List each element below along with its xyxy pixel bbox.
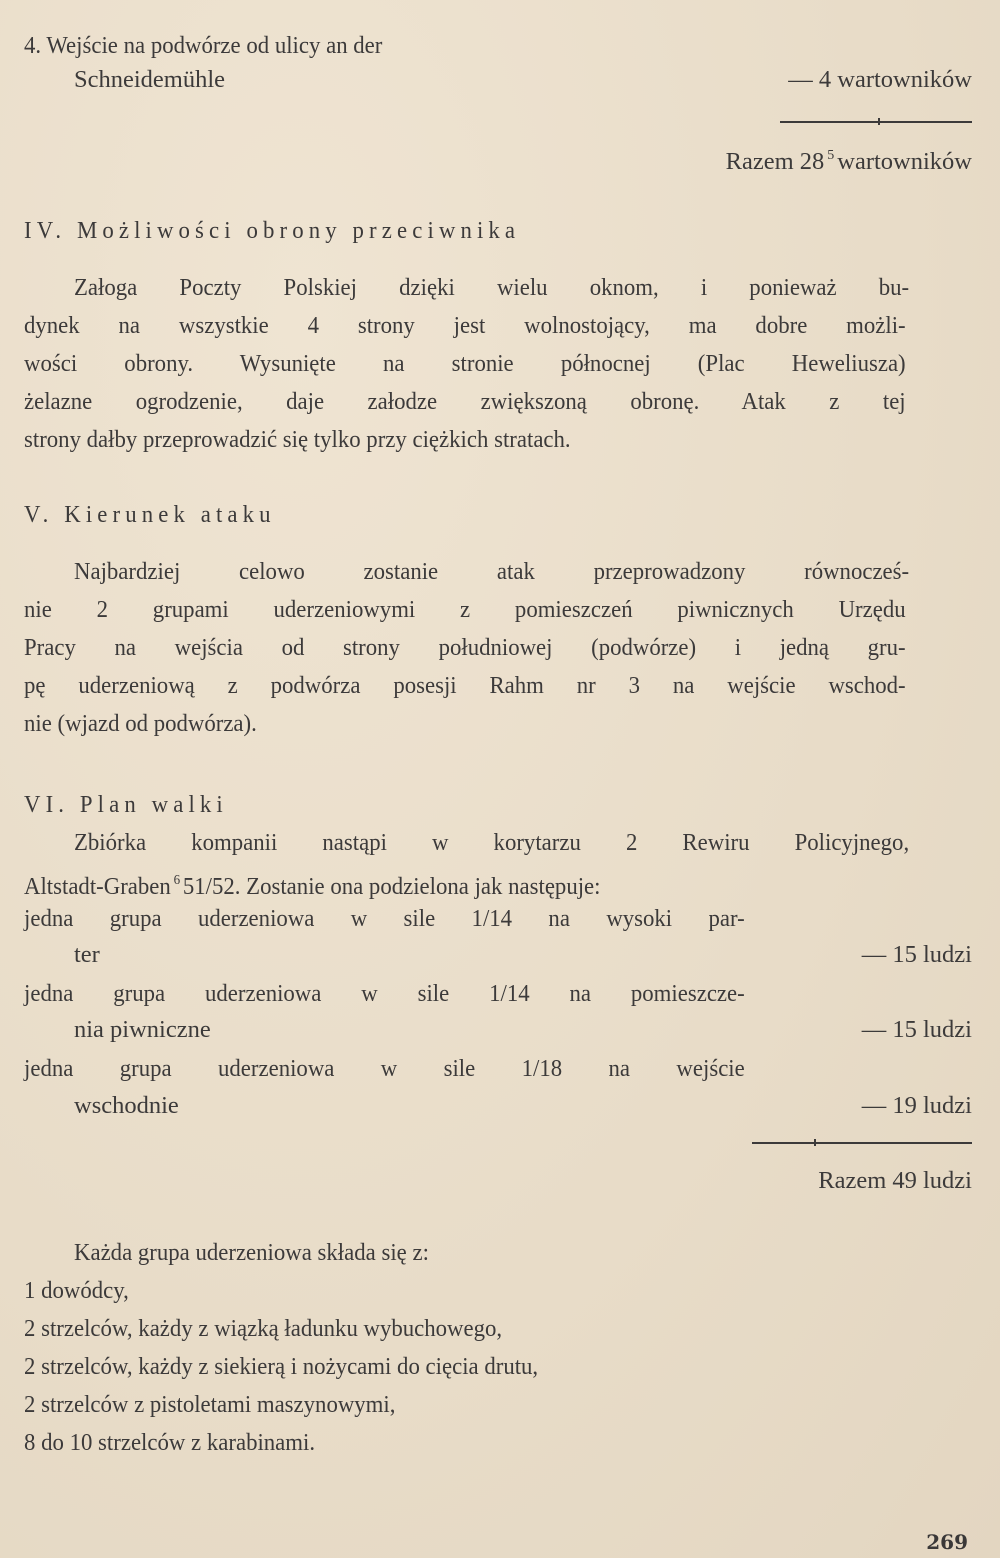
page-number: 269	[926, 1530, 968, 1554]
group1-line1: jedna grupa uderzeniowa w sile 1/14 na wysoki par-	[24, 905, 745, 932]
group-total-text: Razem 49 ludzi	[818, 1167, 972, 1194]
group2-target: nia piwniczne	[74, 1016, 211, 1043]
total-suffix: wartowników	[837, 148, 972, 175]
item4-count: — 4 wartowników	[788, 66, 972, 93]
section4-line: żelazne ogrodzenie, daje załodze zwiększoną obronę. Atak z tej	[24, 388, 906, 415]
composition-item: 2 strzelców, każdy z wiązką ładunku wybuchowego,	[24, 1315, 503, 1342]
footnote-ref: 5	[827, 148, 835, 163]
section5-heading: V. Kierunek ataku	[24, 501, 276, 528]
section5-line: nie (wjazd od podwórza).	[24, 710, 257, 737]
sum-rule-tick	[878, 118, 880, 125]
group2-line1: jedna grupa uderzeniowa w sile 1/14 na pomieszcze-	[24, 980, 745, 1007]
section4-line: wości obrony. Wysunięte na stronie północnej (Plac Heweliusza)	[24, 350, 906, 377]
composition-intro: Każda grupa uderzeniowa składa się z:	[74, 1239, 429, 1266]
section5-line: nie 2 grupami uderzeniowymi z pomieszczeń piwnicznych Urzędu	[24, 596, 906, 623]
group3-line1: jedna grupa uderzeniowa w sile 1/18 na wejście	[24, 1055, 745, 1082]
section4-line: strony dałby przeprowadzić się tylko przy ciężkich stratach.	[24, 426, 571, 453]
section6-heading: VI. Plan walki	[24, 791, 228, 818]
composition-item: 8 do 10 strzelców z karabinami.	[24, 1429, 316, 1456]
group2-line2	[24, 1012, 972, 1048]
item4-total	[24, 138, 972, 174]
section6-line1: Zbiórka kompanii nastąpi w korytarzu 2 Rewiru Policyjnego,	[74, 829, 910, 856]
group3-count: — 19 ludzi	[861, 1092, 972, 1119]
section4-line: Załoga Poczty Polskiej dzięki wielu oknom, i ponieważ bu-	[74, 274, 910, 301]
total-prefix: Razem 28	[725, 148, 825, 175]
group1-line2	[24, 937, 972, 973]
section5-line: Najbardziej celowo zostanie atak przeprowadzony równocześ-	[74, 558, 910, 585]
sum-rule-tick	[814, 1139, 816, 1146]
section5-line: pę uderzeniową z podwórza posesji Rahm nr 3 na wejście wschod-	[24, 672, 906, 699]
location-rest: 51/52. Zostanie ona podzielona jak następuje:	[182, 873, 601, 900]
composition-item: 2 strzelców, każdy z siekierą i nożycami do cięcia drutu,	[24, 1353, 539, 1380]
group3-target: wschodnie	[74, 1092, 179, 1119]
section4-line: dynek na wszystkie 4 strony jest wolnostojący, ma dobre możli-	[24, 312, 906, 339]
section6-line2	[24, 863, 906, 905]
composition-item: 1 dowódcy,	[24, 1277, 129, 1304]
item4-line2	[24, 62, 972, 98]
group3-line2	[24, 1088, 972, 1124]
group1-target: ter	[74, 941, 100, 968]
section5-line: Pracy na wejścia od strony południowej (podwórze) i jedną gru-	[24, 634, 906, 661]
group-total	[24, 1163, 972, 1199]
location-name: Altstadt-Graben	[24, 873, 171, 900]
item4-location: Schneidemühle	[74, 66, 226, 93]
sum-rule	[752, 1142, 972, 1144]
sum-rule	[780, 121, 972, 123]
item4-total-text	[726, 138, 972, 180]
group1-count: — 15 ludzi	[861, 941, 972, 968]
group2-count: — 15 ludzi	[861, 1016, 972, 1043]
footnote-ref: 6	[173, 873, 181, 888]
item4-line1: 4. Wejście na podwórze od ulicy an der	[24, 32, 383, 59]
composition-item: 2 strzelców z pistoletami maszynowymi,	[24, 1391, 396, 1418]
section4-heading: IV. Możliwości obrony przeciwnika	[24, 217, 521, 244]
